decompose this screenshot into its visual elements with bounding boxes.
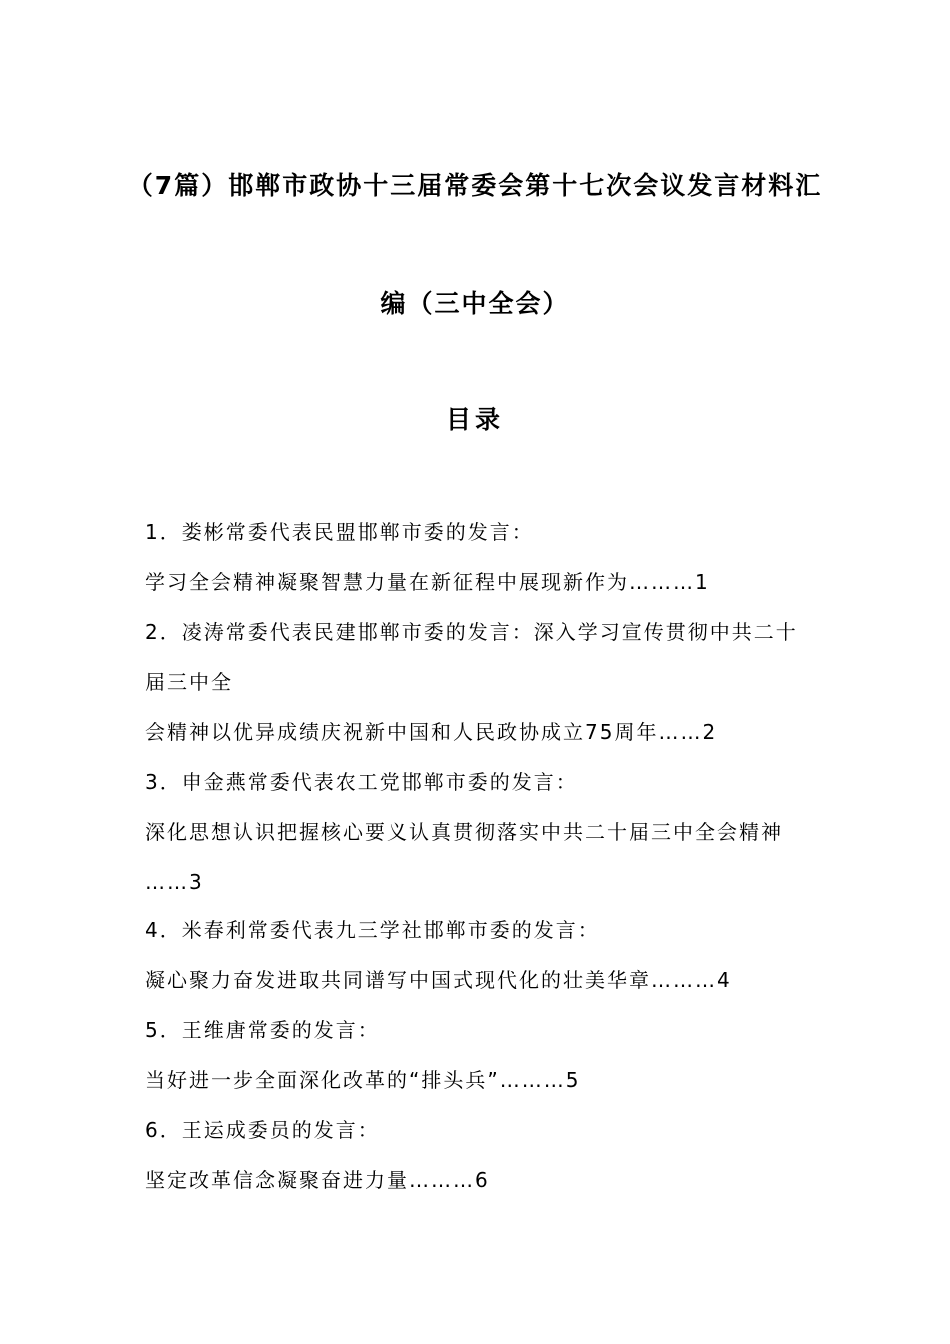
toc-entry-6-title: 坚定改革信念凝聚奋进力量………6 [145, 1168, 490, 1192]
toc-entry-1-speaker: 1．娄彬常委代表民盟邯郸市委的发言： [145, 520, 534, 544]
document-title-line-2: 编（三中全会） [380, 289, 570, 318]
toc-entry-2-speaker: 2．凌涛常委代表民建邯郸市委的发言：深入学习宣传贯彻中共二十 [145, 620, 798, 644]
toc-entry-5-title: 当好进一步全面深化改革的“排头兵”………5 [145, 1068, 581, 1092]
toc-entry-6-speaker: 6．王运成委员的发言： [145, 1118, 380, 1142]
toc-heading: 目录 [445, 405, 504, 434]
toc-entry-5-speaker: 5．王维唐常委的发言： [145, 1018, 380, 1042]
toc-entry-4-title: 凝心聚力奋发进取共同谱写中国式现代化的壮美华章………4 [145, 968, 732, 992]
toc-entry-3-speaker: 3．申金燕常委代表农工党邯郸市委的发言： [145, 770, 578, 794]
toc-entry-4-speaker: 4．米春利常委代表九三学社邯郸市委的发言： [145, 918, 600, 942]
document-title-line-1: （7篇）邯郸市政协十三届常委会第十七次会议发言材料汇 [127, 171, 823, 200]
toc-entry-2-title-part-2: 会精神以优异成绩庆祝新中国和人民政协成立75周年……2 [145, 720, 718, 744]
toc-entry-3-page: ……3 [145, 870, 204, 894]
toc-entry-3-title: 深化思想认识把握核心要义认真贯彻落实中共二十届三中全会精神 [145, 820, 783, 844]
toc-entry-1-title: 学习全会精神凝聚智慧力量在新征程中展现新作为………1 [145, 570, 710, 594]
toc-entry-2-title-part-1: 届三中全 [145, 670, 233, 694]
